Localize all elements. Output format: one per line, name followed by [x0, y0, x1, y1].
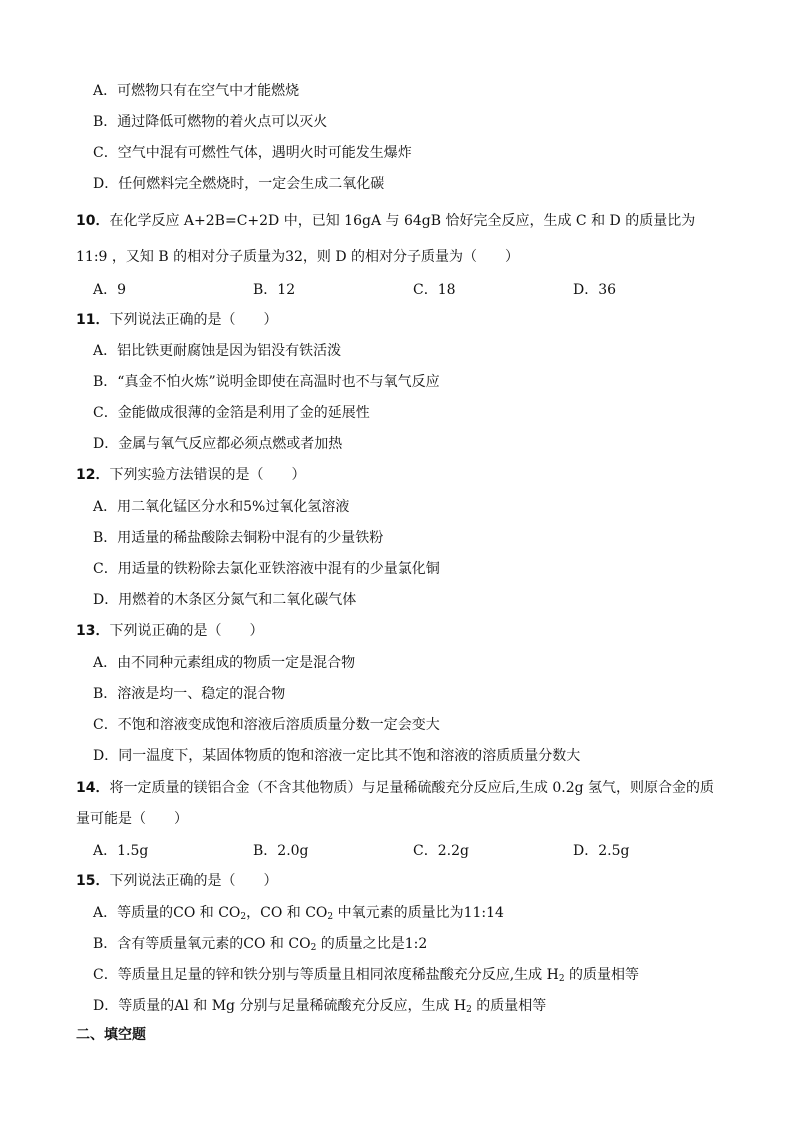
- q10-option-b: B．12: [253, 282, 296, 298]
- q15-option-d: D．等质量的Al 和 Mg 分别与足量稀硫酸充分反应，生成 $H_2$ 的质量相等: [93, 998, 547, 1015]
- q11-option-b: B．“真金不怕火炼”说明金即使在高温时也不与氧气反应: [93, 374, 440, 390]
- q12-option-c: C．用适量的铁粉除去氯化亚铁溶液中混有的少量氯化铜: [93, 561, 440, 577]
- q10-stem-line1: [76, 211, 695, 231]
- q14-text-1: 将一定质量的镁铝合金（不含其他物质）与足量稀硫酸充分反应后,生成 0.2g 氢气，则原合金的质: [109, 780, 715, 796]
- q15-text: 下列说法正确的是（ ）: [109, 873, 278, 889]
- q9-option-d: D．任何燃料完全燃烧时，一定会生成二氧化碳: [93, 176, 385, 192]
- q12-stem: [76, 465, 305, 485]
- q13-option-b: B．溶液是均一、稳定的混合物: [93, 686, 286, 702]
- q14-stem-line1: [76, 778, 714, 798]
- q10-number: 10．: [76, 213, 110, 229]
- q12-option-a: A．用二氧化锰区分水和5%过氧化氢溶液: [93, 499, 350, 515]
- q12-number: 12．: [76, 467, 110, 483]
- q9-option-c: C．空气中混有可燃性气体，遇明火时可能发生爆炸: [93, 145, 412, 161]
- q10-options: [93, 280, 733, 300]
- q11-option-c: C．金能做成很薄的金箔是利用了金的延展性: [93, 405, 370, 421]
- q14-options: [93, 841, 733, 861]
- q13-option-d: D．同一温度下，某固体物质的饱和溶液一定比其不饱和溶液的溶质质量分数大: [93, 748, 581, 764]
- q14-option-d: D．2.5g: [573, 843, 630, 859]
- q10-option-d: D．36: [573, 282, 617, 298]
- section-2-title: 二、填空题: [76, 1027, 146, 1043]
- q9-option-a: A．可燃物只有在空气中才能燃烧: [93, 83, 300, 99]
- q10-option-c: C．18: [413, 282, 456, 298]
- q11-number: 11．: [76, 312, 110, 328]
- q15-stem: [76, 871, 277, 891]
- q11-stem: [76, 310, 277, 330]
- q15-number: 15．: [76, 873, 110, 889]
- q13-text: 下列说正确的是（ ）: [109, 623, 264, 639]
- q11-text: 下列说法正确的是（ ）: [109, 312, 278, 328]
- q13-stem: [76, 621, 263, 641]
- q14-option-c: C．2.2g: [413, 843, 469, 859]
- q15-option-c: C．等质量且足量的锌和铁分别与等质量且相同浓度稀盐酸充分反应,生成 $H_2$ 的质量相等: [93, 967, 640, 984]
- q10-option-a: A．9: [93, 282, 127, 298]
- q14-number: 14．: [76, 780, 110, 796]
- q12-text: 下列实验方法错误的是（ ）: [109, 467, 306, 483]
- q14-stem-line2: 量可能是（ ）: [76, 811, 188, 827]
- q10-stem-line2: 11:9 ，又知 B 的相对分子质量为32，则 D 的相对分子质量为（ ）: [76, 249, 520, 265]
- q11-option-a: A．铝比铁更耐腐蚀是因为铝没有铁活泼: [93, 343, 342, 359]
- q14-option-a: A．1.5g: [93, 843, 149, 859]
- q13-number: 13．: [76, 623, 110, 639]
- q10-text-1: 在化学反应 A+2B=C+2D 中，已知 16gA 与 64gB 恰好完全反应，生成 C 和 D 的质量比为: [109, 213, 696, 229]
- q15-option-b: B．含有等质量氧元素的CO 和 $CO_2$ 的质量之比是1:2: [93, 936, 428, 953]
- q12-option-b: B．用适量的稀盐酸除去铜粉中混有的少量铁粉: [93, 530, 384, 546]
- q14-option-b: B．2.0g: [253, 843, 309, 859]
- q11-option-d: D．金属与氧气反应都必须点燃或者加热: [93, 436, 343, 452]
- q12-option-d: D．用燃着的木条区分氮气和二氧化碳气体: [93, 592, 357, 608]
- q9-option-b: B．通过降低可燃物的着火点可以灭火: [93, 114, 328, 130]
- q13-option-c: C．不饱和溶液变成饱和溶液后溶质质量分数一定会变大: [93, 717, 440, 733]
- q15-option-a: A．等质量的CO 和 $CO_2$，CO 和 $CO_2$ 中氧元素的质量比为11:14: [93, 905, 504, 922]
- q13-option-a: A．由不同种元素组成的物质一定是混合物: [93, 655, 356, 671]
